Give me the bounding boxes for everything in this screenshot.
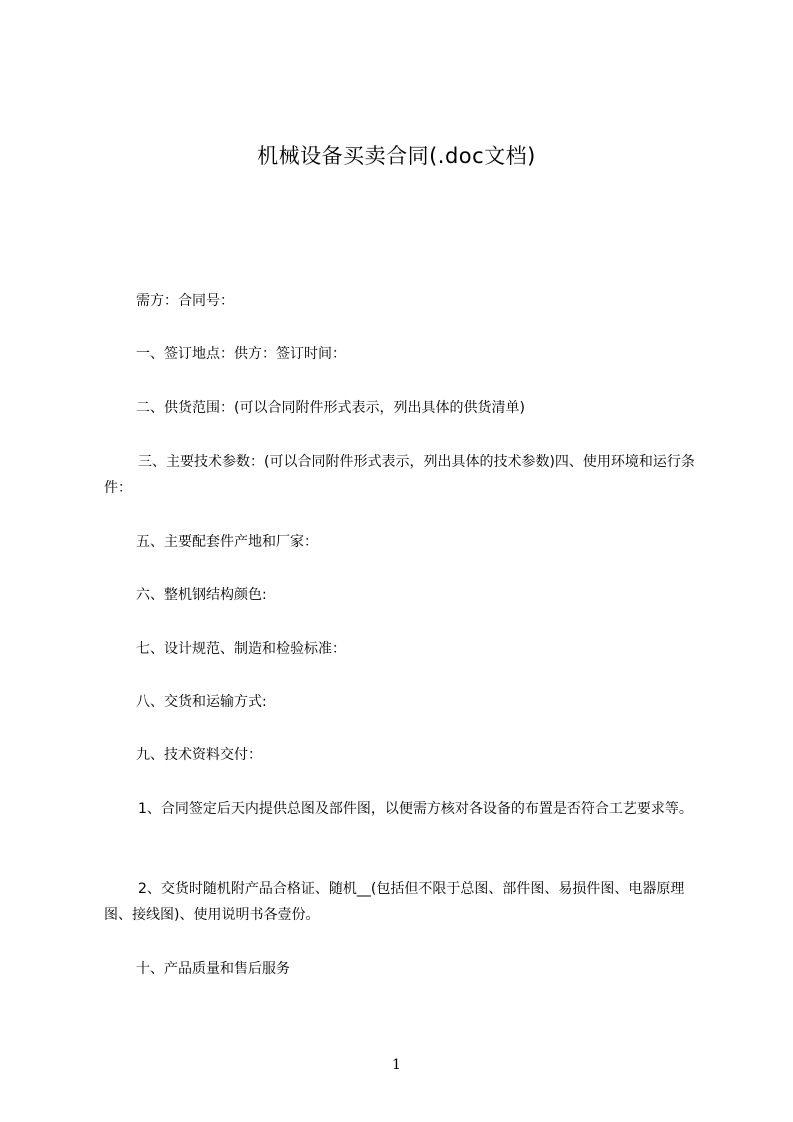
paragraph-delivery-documents: 2、交货时随机附产品合格证、随机__(包括但不限于总图、部件图、易损件图、电器原理图、接线图)、使用说明书各壹份。 bbox=[104, 881, 685, 923]
paragraph-technical-parameters: 三、主要技术参数：(可以合同附件形式表示，列出具体的技术参数)四、使用环境和运行条件： bbox=[104, 454, 695, 496]
page-number: 1 bbox=[392, 1057, 401, 1073]
document-title: 机械设备买卖合同(.doc文档) bbox=[257, 144, 536, 168]
paragraph-technical-documents: 九、技术资料交付： bbox=[136, 747, 262, 763]
paragraph-signing-place: 一、签订地点：供方：签订时间： bbox=[136, 346, 346, 362]
paragraph-design-standards: 七、设计规范、制造和检验标准： bbox=[136, 641, 346, 657]
paragraph-component-origin: 五、主要配套件产地和厂家： bbox=[136, 534, 318, 550]
paragraph-buyer-contract-no: 需方：合同号： bbox=[136, 293, 234, 309]
paragraph-delivery-transport: 八、交货和运输方式: bbox=[136, 694, 267, 710]
paragraph-steel-color: 六、整机钢结构颜色: bbox=[136, 587, 267, 603]
paragraph-supply-scope: 二、供货范围：(可以合同附件形式表示，列出具体的供货清单) bbox=[136, 400, 525, 416]
paragraph-quality-service: 十、产品质量和售后服务 bbox=[136, 961, 290, 977]
paragraph-drawings-provision: 1、合同签定后天内提供总图及部件图，以便需方核对各设备的布置是否符合工艺要求等。 bbox=[138, 801, 693, 817]
